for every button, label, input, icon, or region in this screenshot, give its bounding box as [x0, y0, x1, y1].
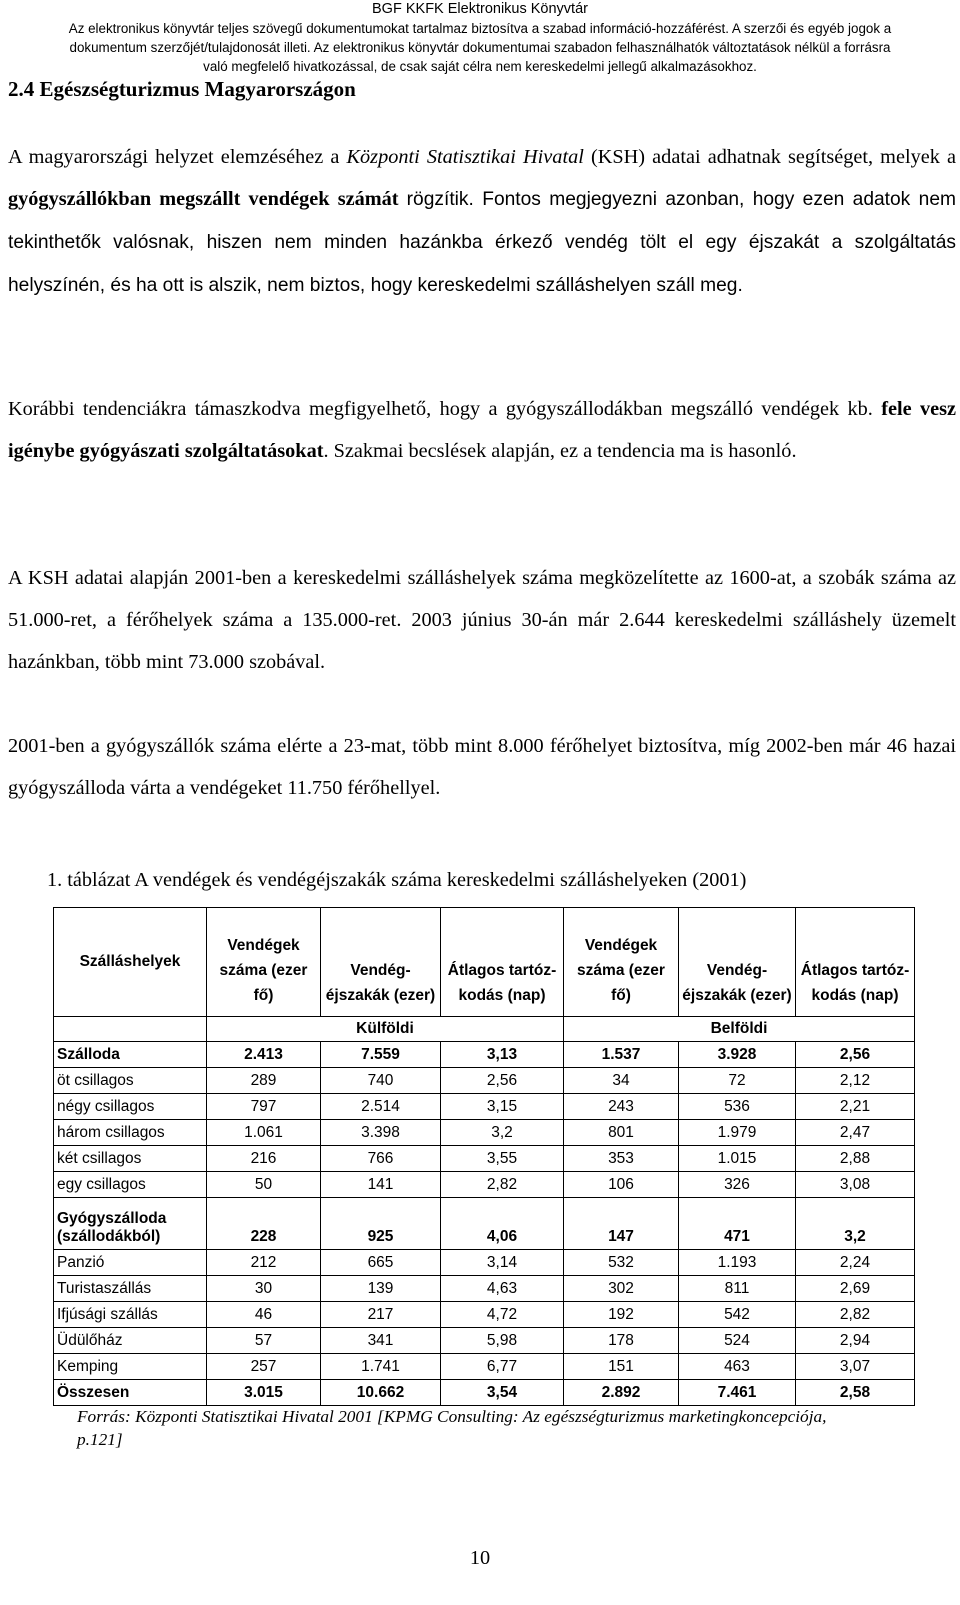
- table-row: [54, 1042, 915, 1068]
- cell-value: 217: [321, 1302, 441, 1328]
- cell-value: 2,24: [796, 1250, 915, 1276]
- header-foreign-nights: Vendég-éjszakák (ezer): [321, 908, 441, 1017]
- cell-value: 532: [564, 1250, 679, 1276]
- cell-value: 243: [564, 1094, 679, 1120]
- header-foreign-avg-stay: Átlagos tartóz-kodás (nap): [441, 908, 564, 1017]
- table-row: [54, 1172, 915, 1198]
- cell-value: 665: [321, 1250, 441, 1276]
- paragraph-4: 2001-ben a gyógyszállók száma elérte a 23-mat, több mint 8.000 férőhelyet biztosítva, míg 2002-ben már 46 hazai gyógyszálloda várta a vendégeket 11.750 férőhellyel.: [8, 735, 956, 799]
- cell-value: 1.537: [564, 1042, 679, 1068]
- cell-value: 766: [321, 1146, 441, 1172]
- cell-value: 2,88: [796, 1146, 915, 1172]
- cell-value: 10.662: [321, 1380, 441, 1406]
- cell-value: 3,13: [441, 1042, 564, 1068]
- cell-value: 57: [207, 1328, 321, 1354]
- p1-text-c: (KSH) adatai adhatnak segítséget, melyek a: [583, 146, 956, 168]
- cell-value: 1.061: [207, 1120, 321, 1146]
- cell-value: 3.398: [321, 1120, 441, 1146]
- cell-value: 7.461: [679, 1380, 796, 1406]
- table-row: [54, 1354, 915, 1380]
- row-label: Turistaszállás: [54, 1276, 207, 1302]
- cell-value: 34: [564, 1068, 679, 1094]
- section-title: 2.4 Egészségturizmus Magyarországon: [8, 77, 356, 101]
- cell-value: 471: [679, 1198, 796, 1250]
- cell-value: 326: [679, 1172, 796, 1198]
- group-foreign: Külföldi: [207, 1017, 564, 1042]
- cell-value: 1.193: [679, 1250, 796, 1276]
- cell-value: 302: [564, 1276, 679, 1302]
- cell-value: 2,56: [441, 1068, 564, 1094]
- cell-value: 216: [207, 1146, 321, 1172]
- cell-value: 289: [207, 1068, 321, 1094]
- page-number: 10: [469, 1547, 491, 1569]
- copyright-line-2: dokumentum szerzőjét/tulajdonosát illeti. Az elektronikus könyvtár dokumentumai szabadon felhasználhatók változtatások nélkül a forrásra: [69, 40, 891, 55]
- header-domestic-nights: Vendég-éjszakák (ezer): [679, 908, 796, 1017]
- paragraph-3: A KSH adatai alapján 2001-ben a kereskedelmi szálláshelyek száma megközelítette az 1600-at, a szobák száma az 51.000-ret, a férőhelyek száma a 135.000-ret. 2003 június 30-án már 2.644 kereskedelmi szálláshely üzemelt hazánkban, több mint 73.000 szobával.: [8, 567, 956, 673]
- accommodation-table: [53, 907, 915, 1406]
- cell-value: 2.413: [207, 1042, 321, 1068]
- table-row: [54, 1302, 915, 1328]
- header-foreign-guests: Vendégek száma (ezer fő): [207, 908, 321, 1017]
- cell-value: 46: [207, 1302, 321, 1328]
- row-label: Üdülőház: [54, 1328, 207, 1354]
- cell-value: 2.514: [321, 1094, 441, 1120]
- row-label: két csillagos: [54, 1146, 207, 1172]
- table-row: [54, 1068, 915, 1094]
- cell-value: 811: [679, 1276, 796, 1302]
- cell-value: 536: [679, 1094, 796, 1120]
- cell-value: 2,82: [796, 1302, 915, 1328]
- p2-text-c: . Szakmai becslések alapján, ez a tendencia ma is hasonló.: [323, 440, 797, 462]
- cell-value: 3,08: [796, 1172, 915, 1198]
- cell-value: 7.559: [321, 1042, 441, 1068]
- row-label: Gyógyszálloda (szállodákból): [54, 1198, 207, 1250]
- cell-value: 147: [564, 1198, 679, 1250]
- cell-value: 3,07: [796, 1354, 915, 1380]
- cell-value: 1.979: [679, 1120, 796, 1146]
- header-domestic-guests: Vendégek száma (ezer fő): [564, 908, 679, 1017]
- row-label: Szálloda: [54, 1042, 207, 1068]
- cell-value: 4,06: [441, 1198, 564, 1250]
- cell-value: 2,47: [796, 1120, 915, 1146]
- cell-value: 3,2: [441, 1120, 564, 1146]
- cell-value: 1.741: [321, 1354, 441, 1380]
- table-row: [54, 1146, 915, 1172]
- cell-value: 139: [321, 1276, 441, 1302]
- cell-value: 2.892: [564, 1380, 679, 1406]
- cell-value: 3.928: [679, 1042, 796, 1068]
- cell-value: 4,63: [441, 1276, 564, 1302]
- cell-value: 801: [564, 1120, 679, 1146]
- cell-value: 463: [679, 1354, 796, 1380]
- table-caption: 1. táblázat A vendégek és vendégéjszakák száma kereskedelmi szálláshelyeken (2001): [47, 869, 747, 891]
- table-row: [54, 1094, 915, 1120]
- cell-value: 178: [564, 1328, 679, 1354]
- cell-value: 50: [207, 1172, 321, 1198]
- cell-value: 2,12: [796, 1068, 915, 1094]
- row-label: három csillagos: [54, 1120, 207, 1146]
- row-label: Összesen: [54, 1380, 207, 1406]
- cell-value: 3,15: [441, 1094, 564, 1120]
- cell-value: 341: [321, 1328, 441, 1354]
- cell-value: 106: [564, 1172, 679, 1198]
- group-domestic: Belföldi: [564, 1017, 915, 1042]
- cell-value: 2,94: [796, 1328, 915, 1354]
- table-row: [54, 1276, 915, 1302]
- cell-value: 5,98: [441, 1328, 564, 1354]
- cell-value: 3,2: [796, 1198, 915, 1250]
- cell-value: 228: [207, 1198, 321, 1250]
- header-domestic-avg-stay: Átlagos tartóz-kodás (nap): [796, 908, 915, 1017]
- cell-value: 2,69: [796, 1276, 915, 1302]
- cell-value: 3,54: [441, 1380, 564, 1406]
- copyright-line-3: való megfelelő hivatkozással, de csak saját célra nem kereskedelmi jellegű alkalmazásokhoz.: [203, 59, 757, 74]
- table-row: [54, 1250, 915, 1276]
- cell-value: 30: [207, 1276, 321, 1302]
- cell-value: 6,77: [441, 1354, 564, 1380]
- cell-value: 2,82: [441, 1172, 564, 1198]
- row-label: négy csillagos: [54, 1094, 207, 1120]
- cell-value: 542: [679, 1302, 796, 1328]
- cell-value: 925: [321, 1198, 441, 1250]
- cell-value: 3.015: [207, 1380, 321, 1406]
- cell-value: 3,55: [441, 1146, 564, 1172]
- copyright-line-1: Az elektronikus könyvtár teljes szövegű dokumentumokat tartalmaz biztosítva a szabad információ-hozzáférést. A szerzői és egyéb jogok a: [68, 21, 892, 36]
- cell-value: 212: [207, 1250, 321, 1276]
- p2-bold-phrase: fele vesz igénybe gyógyászati szolgáltatásokat: [8, 398, 957, 462]
- table-row: [54, 1198, 915, 1250]
- cell-value: 151: [564, 1354, 679, 1380]
- row-label: Kemping: [54, 1354, 207, 1380]
- p1-text-e: rögzítik: [406, 189, 469, 210]
- header-accommodation: Szálláshelyek: [54, 908, 207, 1017]
- row-label: Panzió: [54, 1250, 207, 1276]
- cell-value: 797: [207, 1094, 321, 1120]
- p1-text-a: A magyarországi helyzet elemzéséhez a: [8, 146, 347, 168]
- cell-value: 257: [207, 1354, 321, 1380]
- p1-ksh-italic: Központi Statisztikai Hivatal: [346, 146, 584, 168]
- library-name: BGF KKFK Elektronikus Könyvtár: [372, 1, 588, 17]
- cell-value: 353: [564, 1146, 679, 1172]
- cell-value: 72: [679, 1068, 796, 1094]
- p2-text-a: Korábbi tendenciákra támaszkodva megfigyelhető, hogy a gyógyszállodákban megszálló vendégek kb.: [8, 398, 882, 420]
- header-spacer: [54, 1017, 207, 1042]
- cell-value: 3,14: [441, 1250, 564, 1276]
- cell-value: 192: [564, 1302, 679, 1328]
- row-label: egy csillagos: [54, 1172, 207, 1198]
- row-label: Ifjúsági szállás: [54, 1302, 207, 1328]
- paragraph-1: [8, 136, 956, 307]
- paragraph-2: [8, 388, 956, 472]
- table-source: Forrás: Központi Statisztikai Hivatal 2001 [KPMG Consulting: Az egészségturizmus marketingkoncepciója, p.121]: [77, 1407, 827, 1449]
- table-row: [54, 1380, 915, 1406]
- cell-value: 2,58: [796, 1380, 915, 1406]
- p1-bold-phrase: gyógyszállókban megszállt vendégek számát: [8, 188, 399, 210]
- cell-value: 1.015: [679, 1146, 796, 1172]
- cell-value: 141: [321, 1172, 441, 1198]
- p1-text-f: . Fontos megjegyezni azonban, hogy ezen adatok nem tekinthetők valósnak, hiszen nem minden hazánkba érkező vendég tölt el egy éjszakát a szolgáltatás helyszínén, és ha ott is alszik, nem biztos, hogy kereskedelmi szálláshelyen száll meg.: [8, 189, 956, 296]
- document-header: [0, 0, 960, 76]
- cell-value: 2,21: [796, 1094, 915, 1120]
- cell-value: 524: [679, 1328, 796, 1354]
- cell-value: 4,72: [441, 1302, 564, 1328]
- table-row: [54, 1328, 915, 1354]
- cell-value: 740: [321, 1068, 441, 1094]
- cell-value: 2,56: [796, 1042, 915, 1068]
- table-row: [54, 1120, 915, 1146]
- row-label: öt csillagos: [54, 1068, 207, 1094]
